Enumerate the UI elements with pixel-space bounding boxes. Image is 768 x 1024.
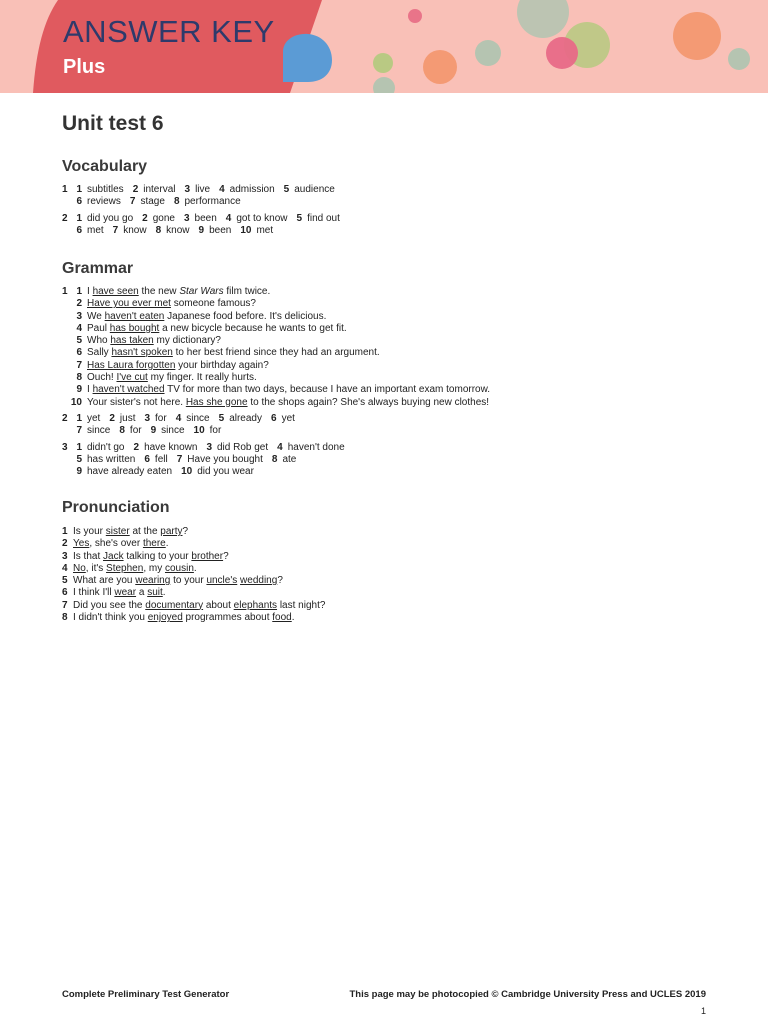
page-number: 1 — [700, 1006, 706, 1016]
right-grey-circle — [728, 48, 750, 70]
answer-text: have already eaten — [87, 466, 173, 478]
item-number: 5 — [218, 412, 225, 424]
text: my finger. It really hurts. — [147, 372, 257, 384]
answer-text: just — [119, 412, 136, 424]
underlined-text: Stephen — [106, 562, 144, 574]
text: TV for more than two days, because I have an important exam tomorrow. — [164, 384, 491, 396]
exercise-number: 3 — [62, 441, 68, 453]
answer-text: been — [209, 224, 232, 236]
pronunciation-row — [62, 526, 325, 538]
text: Star Wars — [179, 286, 224, 297]
answer-text: interval — [143, 184, 176, 195]
item-number: 6 — [271, 412, 277, 424]
item-number: 3 — [62, 550, 68, 562]
text: programmes about — [182, 612, 273, 624]
item-number: 7 — [112, 224, 119, 236]
underlined-text: Jack — [103, 550, 124, 562]
text: last night? — [277, 599, 326, 611]
item-number: 2 — [132, 184, 139, 195]
sentence-row — [62, 372, 490, 384]
item-number: 10 — [181, 466, 193, 478]
answer-row — [62, 466, 490, 478]
item-number: 1 — [76, 212, 82, 224]
exercise-number: 2 — [62, 212, 68, 224]
item-number: 2 — [109, 412, 115, 424]
answer-row — [62, 442, 490, 454]
answer-text: yet — [281, 412, 295, 424]
pronunciation-answers — [62, 526, 325, 624]
sentence-row — [62, 397, 490, 409]
answer-text: didn't go — [87, 441, 125, 453]
header-banner — [0, 0, 768, 93]
underlined-text: Has she gone — [185, 396, 248, 408]
pink-circle — [546, 37, 578, 69]
item-number: 2 — [76, 298, 82, 310]
blue-blob — [283, 34, 332, 82]
answer-text: already — [229, 412, 262, 424]
answer-text: since — [161, 425, 185, 437]
item-number: 5 — [76, 453, 82, 465]
answer-text: did you wear — [197, 466, 254, 478]
item-number: 7 — [76, 359, 82, 371]
text: , it's — [85, 562, 107, 574]
answer-text: met — [87, 224, 104, 236]
answer-text: reviews — [87, 196, 121, 208]
underlined-text: wedding — [240, 575, 278, 587]
pronunciation-row — [62, 575, 325, 587]
item-number: 3 — [144, 412, 151, 424]
pronunciation-row — [62, 551, 325, 563]
answer-text: gone — [152, 212, 175, 224]
answer-text: since — [186, 412, 210, 424]
text: Who — [87, 335, 111, 347]
item-number: 8 — [62, 612, 68, 624]
text: the new — [138, 286, 180, 297]
answer-text: live — [195, 184, 211, 195]
text: Did you see the — [73, 599, 146, 611]
text: about — [203, 599, 234, 611]
grammar-answers — [62, 286, 490, 478]
text: I think I'll — [73, 587, 115, 599]
sentence-row — [62, 323, 490, 335]
vocabulary-answers — [62, 184, 340, 237]
vocabulary-heading: Vocabulary — [62, 158, 148, 175]
text: , my — [143, 562, 165, 574]
item-number: 1 — [76, 412, 82, 424]
item-number: 5 — [76, 335, 82, 347]
text: to your — [170, 575, 207, 587]
text: Is that — [73, 550, 104, 562]
item-number: 6 — [76, 347, 82, 359]
underlined-text: Yes — [73, 538, 90, 550]
item-number: 7 — [76, 425, 82, 437]
underlined-text: has bought — [109, 322, 160, 334]
item-number: 1 — [76, 286, 82, 297]
item-number: 8 — [76, 372, 82, 384]
item-number: 4 — [76, 322, 82, 334]
text: to the shops again? She's always buying new clothes! — [247, 396, 490, 408]
underlined-text: wearing — [135, 575, 171, 587]
pronunciation-row — [62, 600, 325, 612]
text: Ouch! — [87, 372, 117, 384]
underlined-text: food — [272, 612, 292, 624]
item-number: 5 — [296, 212, 303, 224]
sentence-row — [62, 384, 490, 396]
sentence-row — [62, 347, 490, 359]
answer-text: did you go — [87, 212, 134, 224]
small-grey-circle — [373, 77, 395, 93]
underlined-text: sister — [105, 526, 130, 537]
item-number: 8 — [173, 196, 180, 208]
answer-text: been — [194, 212, 217, 224]
text: . — [193, 562, 197, 574]
underlined-text: Have you ever met — [87, 298, 171, 310]
text: my dictionary? — [153, 335, 221, 347]
answer-text: admission — [229, 184, 275, 195]
item-number: 4 — [175, 412, 182, 424]
underlined-text: elephants — [233, 599, 278, 611]
underlined-text: party — [160, 526, 183, 537]
answer-text: since — [87, 425, 111, 437]
sentence-row — [62, 335, 490, 347]
item-number: 3 — [76, 310, 82, 322]
item-number: 1 — [62, 526, 68, 537]
answer-row — [62, 196, 340, 208]
answer-text: for — [209, 425, 222, 437]
grammar-heading: Grammar — [62, 260, 134, 277]
item-number: 9 — [150, 425, 157, 437]
text: a — [136, 587, 148, 599]
text: . — [291, 612, 295, 624]
item-number: 7 — [176, 453, 183, 465]
pink-dot — [408, 9, 422, 23]
text: . — [162, 587, 166, 599]
text: your birthday again? — [175, 359, 269, 371]
text: Paul — [87, 322, 110, 334]
item-number: 3 — [206, 441, 212, 453]
answer-text: know — [123, 224, 147, 236]
answer-text: Have you bought — [187, 453, 263, 465]
item-number: 4 — [219, 184, 225, 195]
exercise-number: 2 — [62, 412, 68, 424]
header-subtitle: Plus — [63, 56, 106, 78]
item-number: 7 — [129, 196, 136, 208]
item-number: 9 — [76, 466, 82, 478]
text: Japanese food before. It's delicious. — [164, 310, 327, 322]
item-number: 10 — [193, 425, 205, 437]
sentence-row — [62, 286, 490, 298]
text: I — [87, 384, 93, 396]
answer-text: for — [129, 425, 142, 437]
answer-text: yet — [87, 412, 101, 424]
underlined-text: Has Laura forgotten — [87, 359, 176, 371]
footer-left: Complete Preliminary Test Generator — [62, 989, 230, 1000]
answer-row — [62, 454, 490, 466]
underlined-text: I've cut — [116, 372, 148, 384]
item-number: 4 — [62, 562, 68, 574]
answer-text: find out — [307, 212, 340, 224]
answer-text: got to know — [236, 212, 288, 224]
underlined-text: enjoyed — [147, 612, 183, 624]
text: at the — [129, 526, 161, 537]
item-number: 5 — [283, 184, 290, 195]
answer-text: performance — [184, 196, 241, 208]
underlined-text: uncle's — [206, 575, 238, 587]
item-number: 1 — [76, 184, 82, 195]
text: , she's over — [89, 538, 143, 550]
item-number: 1 — [76, 441, 82, 453]
sentence-row — [62, 298, 490, 310]
pronunciation-row — [62, 538, 325, 550]
item-number: 6 — [62, 587, 68, 599]
answer-row — [62, 184, 340, 196]
large-orange-circle — [673, 12, 721, 60]
pronunciation-row — [62, 587, 325, 599]
answer-text: met — [256, 224, 274, 236]
underlined-text: haven't watched — [92, 384, 165, 396]
grey-green-circle — [475, 40, 501, 66]
answer-row — [62, 225, 340, 237]
item-number: 8 — [119, 425, 125, 437]
text: What are you — [73, 575, 136, 587]
underlined-text: cousin — [164, 562, 194, 574]
item-number: 5 — [62, 575, 68, 587]
item-number: 2 — [62, 538, 68, 550]
item-number: 10 — [240, 224, 252, 236]
text: ? — [182, 526, 189, 537]
text: Is your — [73, 526, 106, 537]
text: someone famous? — [170, 298, 256, 310]
underlined-text: haven't eaten — [104, 310, 165, 322]
answer-text: did Rob get — [217, 441, 269, 453]
underlined-text: have seen — [92, 286, 139, 297]
answer-row — [62, 213, 340, 225]
item-number: 2 — [133, 441, 140, 453]
answer-text: know — [166, 224, 190, 236]
text: I — [87, 286, 93, 297]
orange-circle — [423, 50, 457, 84]
small-olive-circle — [373, 53, 393, 73]
item-number: 3 — [184, 184, 191, 195]
text: I didn't think you — [73, 612, 148, 624]
answer-row — [62, 413, 490, 425]
pronunciation-row — [62, 612, 325, 624]
text: a new bicycle because he wants to get fit. — [159, 322, 347, 334]
item-number: 8 — [271, 453, 278, 465]
item-number: 3 — [183, 212, 190, 224]
underlined-text: hasn't spoken — [111, 347, 173, 359]
item-number: 4 — [277, 441, 283, 453]
answer-row — [62, 425, 490, 437]
underlined-text: wear — [114, 587, 137, 599]
page-title: Unit test 6 — [62, 112, 164, 135]
item-number: 4 — [225, 212, 232, 224]
green-circle — [517, 0, 569, 38]
item-number: 2 — [142, 212, 148, 224]
underlined-text: No — [73, 562, 86, 574]
answer-text: stage — [140, 196, 165, 208]
exercise-number: 1 — [62, 184, 68, 195]
underlined-text: there — [142, 538, 166, 550]
answer-text: haven't done — [287, 441, 345, 453]
text: . — [165, 538, 169, 550]
answer-text: audience — [294, 184, 335, 195]
underlined-text: documentary — [145, 599, 204, 611]
answer-text: for — [155, 412, 167, 424]
text: ? — [277, 575, 283, 587]
sentence-row — [62, 360, 490, 372]
pronunciation-row — [62, 563, 325, 575]
answer-text: fell — [154, 453, 168, 465]
underlined-text: suit — [147, 587, 163, 599]
item-number: 8 — [155, 224, 162, 236]
text: Your sister's not here. — [87, 396, 186, 408]
item-number: 9 — [198, 224, 205, 236]
text: We — [87, 310, 105, 322]
text: film twice. — [223, 286, 271, 297]
header-title: ANSWER KEY — [63, 14, 275, 49]
item-number: 7 — [62, 599, 68, 611]
underlined-text: has taken — [110, 335, 154, 347]
footer-right: This page may be photocopied © Cambridge University Press and UCLES 2019 — [349, 989, 706, 1000]
answer-text: has written — [87, 453, 136, 465]
item-number: 6 — [76, 224, 82, 236]
item-number: 6 — [76, 196, 82, 208]
answer-text: ate — [282, 453, 297, 465]
item-number: 9 — [76, 384, 82, 396]
item-number: 10 — [70, 396, 82, 408]
sentence-row — [62, 311, 490, 323]
text: Sally — [87, 347, 112, 359]
text: ? — [223, 550, 229, 562]
answer-text: have known — [144, 441, 198, 453]
underlined-text: brother — [191, 550, 224, 562]
text: talking to your — [123, 550, 192, 562]
pronunciation-heading: Pronunciation — [62, 499, 170, 516]
text: to her best friend since they had an argument. — [172, 347, 380, 359]
item-number: 6 — [144, 453, 150, 465]
exercise-number: 1 — [62, 286, 68, 297]
answer-text: subtitles — [87, 184, 124, 195]
